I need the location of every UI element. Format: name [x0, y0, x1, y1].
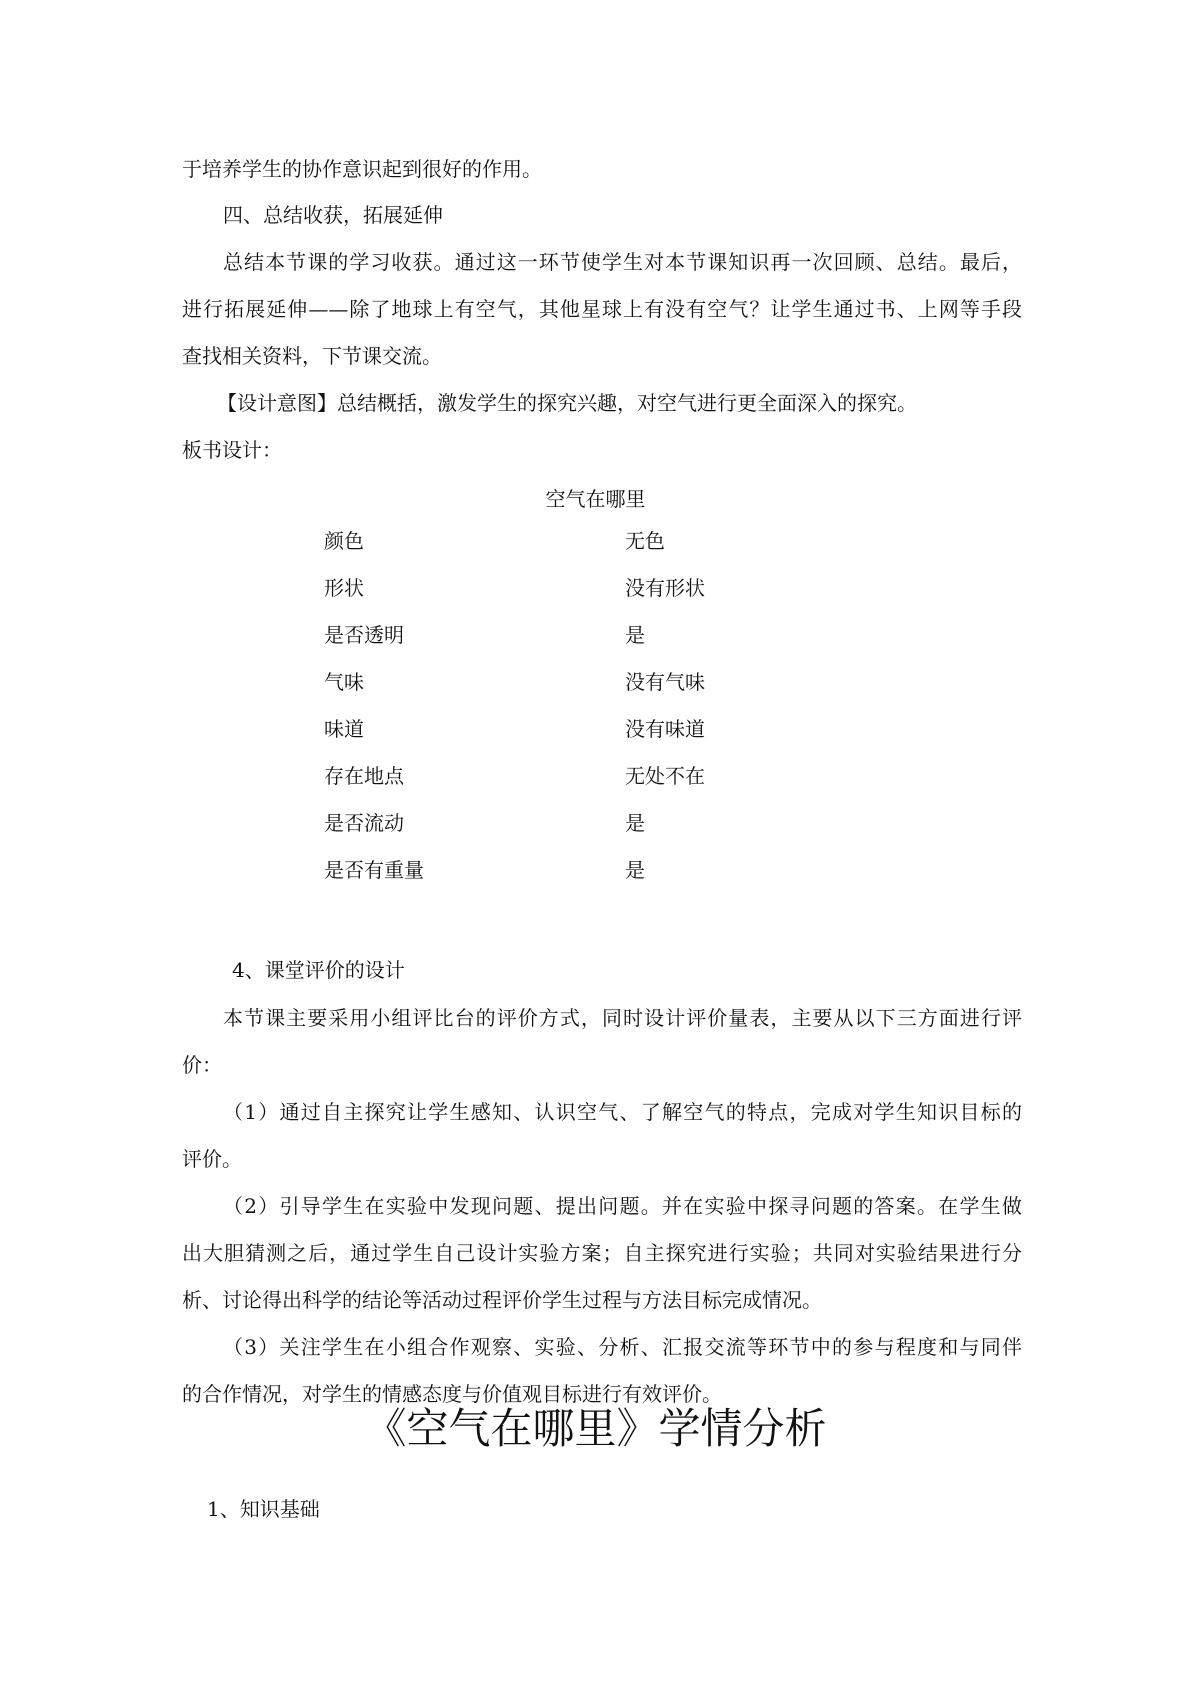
- board-row: [324, 621, 824, 668]
- section-heading: 四、总结收获，拓展延伸: [223, 203, 443, 227]
- design-intent: 【设计意图】总结概括，激发学生的探究兴趣，对空气进行更全面深入的探究。: [217, 391, 917, 415]
- board-label: 板书设计：: [182, 438, 282, 462]
- board-key: 存在地点: [324, 764, 404, 788]
- analysis-title: 《空气在哪里》学情分析: [364, 1404, 827, 1453]
- paragraph-line: （3）关注学生在小组合作观察、实验、分析、汇报交流等环节中的参与程度和与同伴: [223, 1335, 1022, 1359]
- board-key: 是否透明: [324, 623, 404, 647]
- board-row: [324, 527, 824, 574]
- board-value: 没有气味: [625, 670, 705, 694]
- paragraph-line: 出大胆猜测之后，通过学生自己设计实验方案；自主探究进行实验；共同对实验结果进行分: [182, 1241, 1022, 1265]
- board-row: [324, 856, 824, 903]
- board-row: [324, 574, 824, 621]
- paragraph-line: （1）通过自主探究让学生感知、认识空气、了解空气的特点，完成对学生知识目标的: [223, 1100, 1022, 1124]
- board-key: 形状: [324, 576, 364, 600]
- board-key: 味道: [324, 717, 364, 741]
- paragraph-line: 价：: [182, 1053, 222, 1077]
- paragraph-line: 查找相关资料，下节课交流。: [182, 344, 442, 368]
- board-table: [324, 527, 824, 903]
- board-value: 无色: [625, 529, 665, 553]
- paragraph-line: 总结本节课的学习收获。通过这一环节使学生对本节课知识再一次回顾、总结。最后，: [223, 250, 1022, 274]
- board-value: 没有形状: [625, 576, 705, 600]
- paragraph-line: （2）引导学生在实验中发现问题、提出问题。并在实验中探寻问题的答案。在学生做: [223, 1194, 1022, 1218]
- board-title: 空气在哪里: [545, 487, 646, 511]
- board-row: [324, 668, 824, 715]
- paragraph-line: 进行拓展延伸——除了地球上有空气，其他星球上有没有空气？让学生通过书、上网等手段: [182, 297, 1022, 321]
- evaluation-heading: 4、课堂评价的设计: [232, 958, 405, 982]
- board-value: 是: [625, 858, 645, 882]
- board-key: 气味: [324, 670, 364, 694]
- board-key: 是否有重量: [324, 858, 424, 882]
- paragraph-line: 于培养学生的协作意识起到很好的作用。: [182, 157, 542, 181]
- board-value: 没有味道: [625, 717, 705, 741]
- paragraph-line: 评价。: [182, 1147, 242, 1171]
- board-value: 是: [625, 811, 645, 835]
- board-value: 无处不在: [625, 764, 705, 788]
- board-value: 是: [625, 623, 645, 647]
- board-key: 是否流动: [324, 811, 404, 835]
- paragraph-line: 析、讨论得出科学的结论等活动过程评价学生过程与方法目标完成情况。: [182, 1288, 822, 1312]
- board-row: [324, 762, 824, 809]
- board-row: [324, 715, 824, 762]
- paragraph-line: 的合作情况，对学生的情感态度与价值观目标进行有效评价。: [182, 1382, 722, 1406]
- paragraph-line: 本节课主要采用小组评比台的评价方式，同时设计评价量表，主要从以下三方面进行评: [223, 1006, 1022, 1030]
- board-key: 颜色: [324, 529, 364, 553]
- board-row: [324, 809, 824, 856]
- analysis-heading: 1、知识基础: [207, 1497, 320, 1521]
